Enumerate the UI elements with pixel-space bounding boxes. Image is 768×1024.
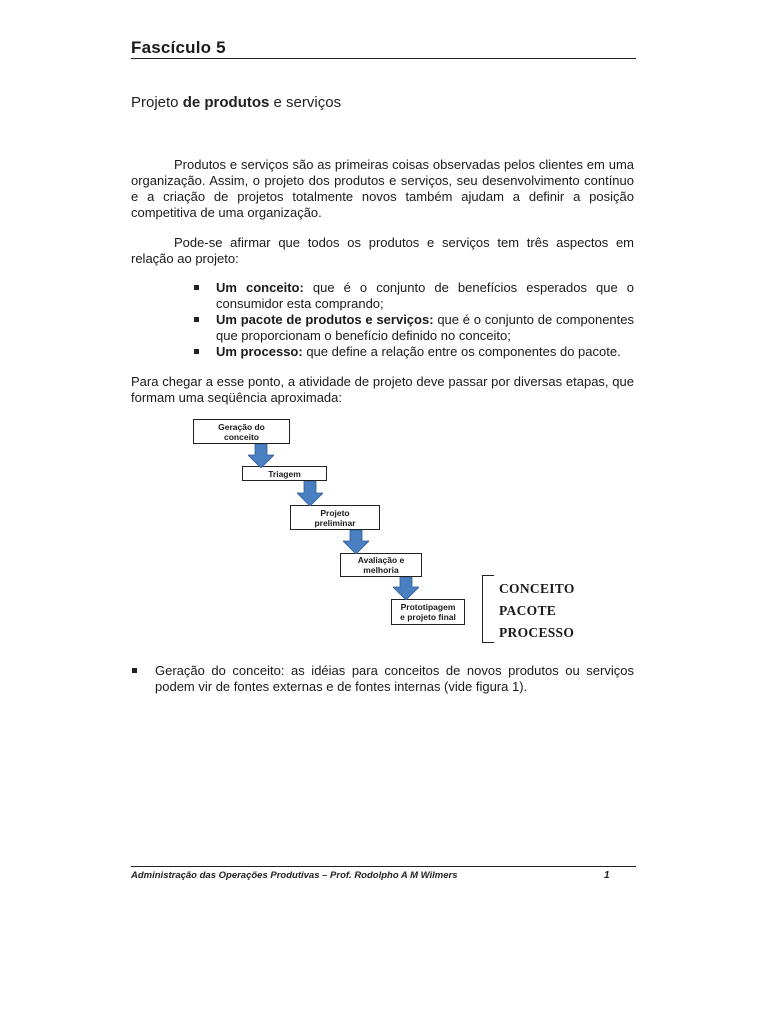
flow-step-label: Avaliação e — [357, 555, 405, 565]
aspect-text: que define a relação entre os componentes do pacote. — [302, 344, 621, 359]
flow-step-label: Projeto — [320, 507, 350, 518]
down-arrow-icon — [393, 577, 419, 600]
footer-rule — [131, 866, 636, 867]
flow-step-label: preliminar — [314, 517, 356, 528]
bracket-icon — [482, 575, 494, 643]
section-title-bold: de produtos — [182, 94, 270, 111]
output-pacote: PACOTE — [499, 603, 557, 618]
flow-step-label: Geração do — [218, 421, 265, 432]
flow-step-label: Triagem — [268, 468, 301, 479]
bullet-square-icon — [132, 668, 137, 673]
paragraph-intro-text: Produtos e serviços são as primeiras coisas observadas pelos clientes em uma organização. Assim, o projeto dos produtos e serviços, seu desenvolvimento contínuo e a criação de projetos totalmente novos também ajudam a definir a posição competitiva de uma organização. — [131, 157, 634, 220]
aspect-term: Um pacote de produtos e serviços: — [216, 312, 434, 327]
flow-step-label: e projeto final — [400, 612, 456, 622]
flow-step-triagem — [242, 466, 327, 481]
down-arrow-icon — [343, 530, 369, 554]
aspect-term: Um processo: — [216, 344, 303, 359]
flow-step-label: Prototipagem — [400, 602, 456, 612]
output-conceito: CONCEITO — [499, 581, 575, 596]
footer-text: Administração das Operações Produtivas – Prof. Rodolpho A M Wilmers — [131, 870, 458, 881]
aspect-text: que é o conjunto de benefícios esperados que o consumidor esta comprando; — [216, 280, 634, 311]
flow-step-projeto-preliminar — [290, 505, 380, 530]
bullet-geracao-text: Geração do conceito: as idéias para conceitos de novos produtos ou serviços podem vir de fontes externas e de fontes internas (vide figura 1). — [155, 663, 634, 694]
bullet-geracao — [131, 663, 634, 695]
flow-step-geracao — [193, 419, 290, 444]
section-title-part2: e serviços — [269, 94, 342, 111]
list-item — [131, 663, 634, 695]
page-number: 1 — [604, 870, 610, 881]
down-arrow-icon — [248, 444, 274, 468]
flow-step-label: conceito — [224, 431, 259, 442]
paragraph-aspects-text: Pode-se afirmar que todos os produtos e serviços tem três aspectos em relação ao projeto: — [131, 235, 634, 266]
aspect-text: que é o conjunto de componentes que proporcionam o benefício definido no conceito; — [216, 312, 634, 343]
down-arrow-icon — [297, 481, 323, 506]
flow-step-prototipagem — [391, 599, 465, 625]
paragraph-steps: Para chegar a esse ponto, a atividade de projeto deve passar por diversas etapas, que formam uma seqüência aproximada: — [131, 374, 634, 405]
flow-step-avaliacao — [340, 553, 422, 577]
section-title-part1: Projeto — [131, 94, 183, 111]
fasciculo-title: Fascículo 5 — [131, 38, 226, 57]
aspect-term: Um conceito: — [216, 280, 304, 295]
flow-step-label: melhoria — [363, 565, 399, 575]
output-processo: PROCESSO — [499, 625, 575, 640]
